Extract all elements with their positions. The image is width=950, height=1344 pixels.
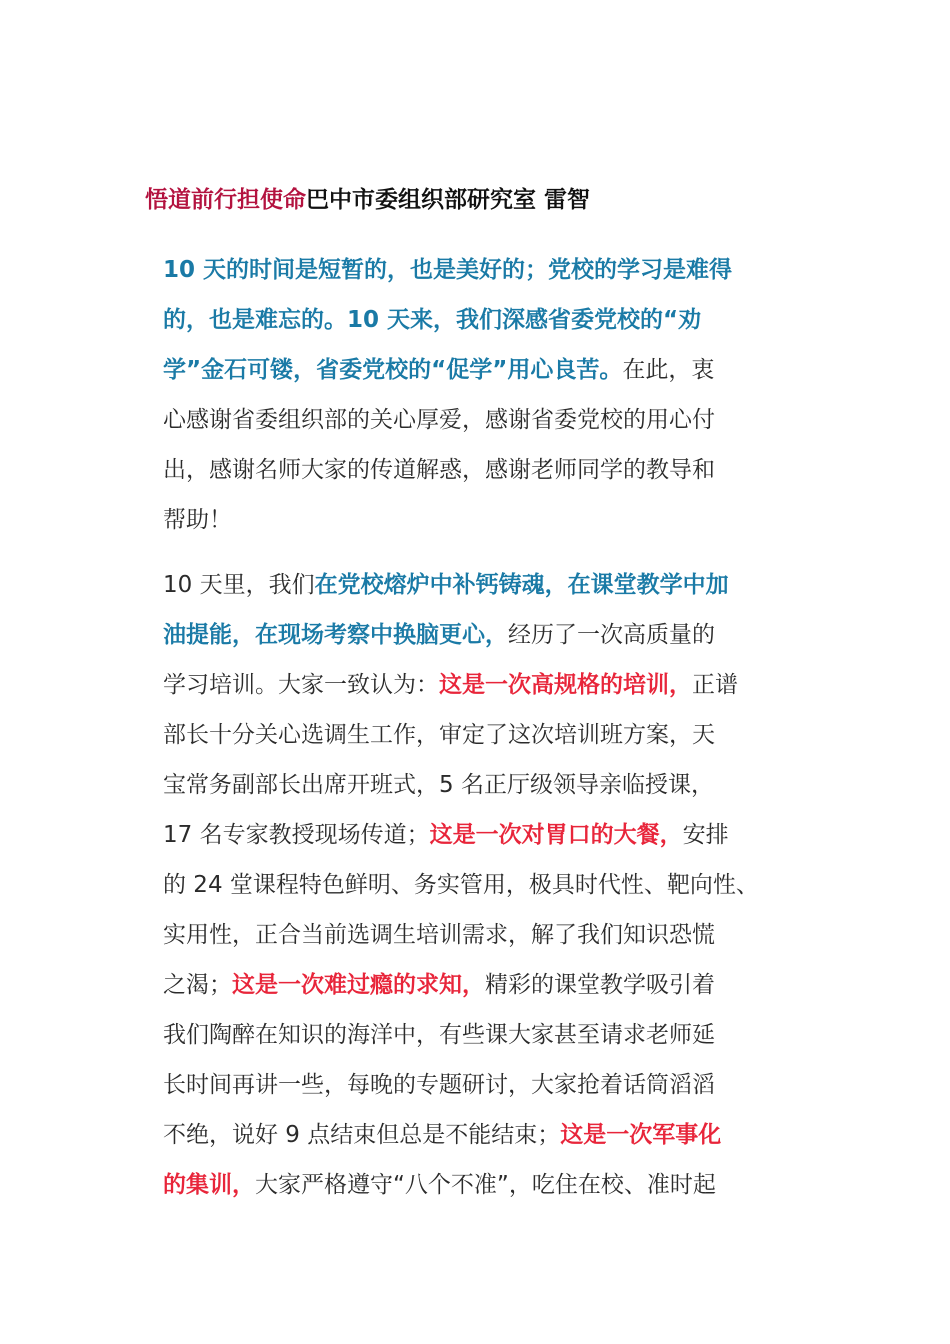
p2-line-5: 宝常务副部长出席开班式，5 名正厅级领导亲临授课，: [163, 772, 714, 798]
p2-line-6-text: 17 名专家教授现场传道；: [163, 822, 430, 848]
p1-line-1: 10 天的时间是短暂的，也是美好的；党校的学习是难得: [163, 257, 733, 283]
p1-line-5: 出，感谢名师大家的传道解惑，感谢老师同学的教导和: [163, 457, 715, 483]
p2-line-4: 部长十分关心选调生工作，审定了这次培训班方案，天: [163, 722, 715, 748]
p2-line-3-highlight: 这是一次高规格的培训，: [439, 672, 692, 698]
p2-line-12-text: 不绝，说好 9 点结束但总是不能结束；: [163, 1122, 561, 1148]
p2-line-1-highlight: 在党校熔炉中补钙铸魂，在课堂教学中加: [314, 572, 729, 598]
p2-line-6: [163, 810, 803, 860]
p2-line-13: [163, 1160, 803, 1210]
p2-line-9-text: 之渴；: [163, 972, 232, 998]
p2-line-13-text: 大家严格遵守“八个不准”，吃住在校、准时起: [255, 1172, 716, 1198]
p2-line-3-text: 学习培训。大家一致认为：: [163, 672, 439, 698]
p2-line-3: [163, 660, 803, 710]
article-title: [145, 180, 845, 220]
p2-line-12: [163, 1110, 803, 1160]
p2-line-9-highlight: 这是一次难过瘾的求知，: [232, 972, 485, 998]
p2-line-9: [163, 960, 803, 1010]
p2-line-9-text-2: 精彩的课堂教学吸引着: [485, 972, 715, 998]
p2-line-3-text-2: 正谱: [692, 672, 738, 698]
p2-line-10: 我们陶醉在知识的海洋中，有些课大家甚至请求老师延: [163, 1022, 715, 1048]
p2-line-8: 实用性，正合当前选调生培训需求，解了我们知识恐慌: [163, 922, 715, 948]
p2-line-2: [163, 610, 803, 660]
p1-line-3-highlight: 学”金石可镂，省委党校的“促学”用心良苦。: [163, 357, 623, 383]
paragraph-1: [163, 245, 803, 545]
p2-line-6-text-2: 安排: [682, 822, 729, 848]
p1-line-6: 帮助！: [163, 507, 232, 533]
title-byline: 巴中市委组织部研究室 雷智: [306, 187, 591, 213]
p2-line-13-highlight: 的集训，: [163, 1172, 255, 1198]
p2-line-11: 长时间再讲一些，每晚的专题研讨，大家抢着话筒滔滔: [163, 1072, 715, 1098]
p1-line-3-text: 在此，衷: [622, 357, 715, 383]
p2-line-1-text: 10 天里，我们: [163, 572, 315, 598]
title-headline: 悟道前行担使命: [145, 187, 306, 213]
p1-line-2: 的，也是难忘的。10 天来，我们深感省委党校的“劝: [163, 307, 702, 333]
p2-line-1: [163, 560, 803, 610]
p2-line-2-text: 经历了一次高质量的: [508, 622, 715, 648]
p2-line-12-highlight: 这是一次军事化: [560, 1122, 722, 1148]
p2-line-2-highlight: 油提能，在现场考察中换脑更心，: [163, 622, 508, 648]
paragraph-2: [163, 560, 803, 1210]
p2-line-7: 的 24 堂课程特色鲜明、务实管用，极具时代性、靶向性、: [163, 872, 759, 898]
p1-line-4: 心感谢省委组织部的关心厚爱，感谢省委党校的用心付: [163, 407, 715, 433]
p2-line-6-highlight: 这是一次对胃口的大餐，: [429, 822, 683, 848]
p1-line-3: [163, 345, 803, 395]
